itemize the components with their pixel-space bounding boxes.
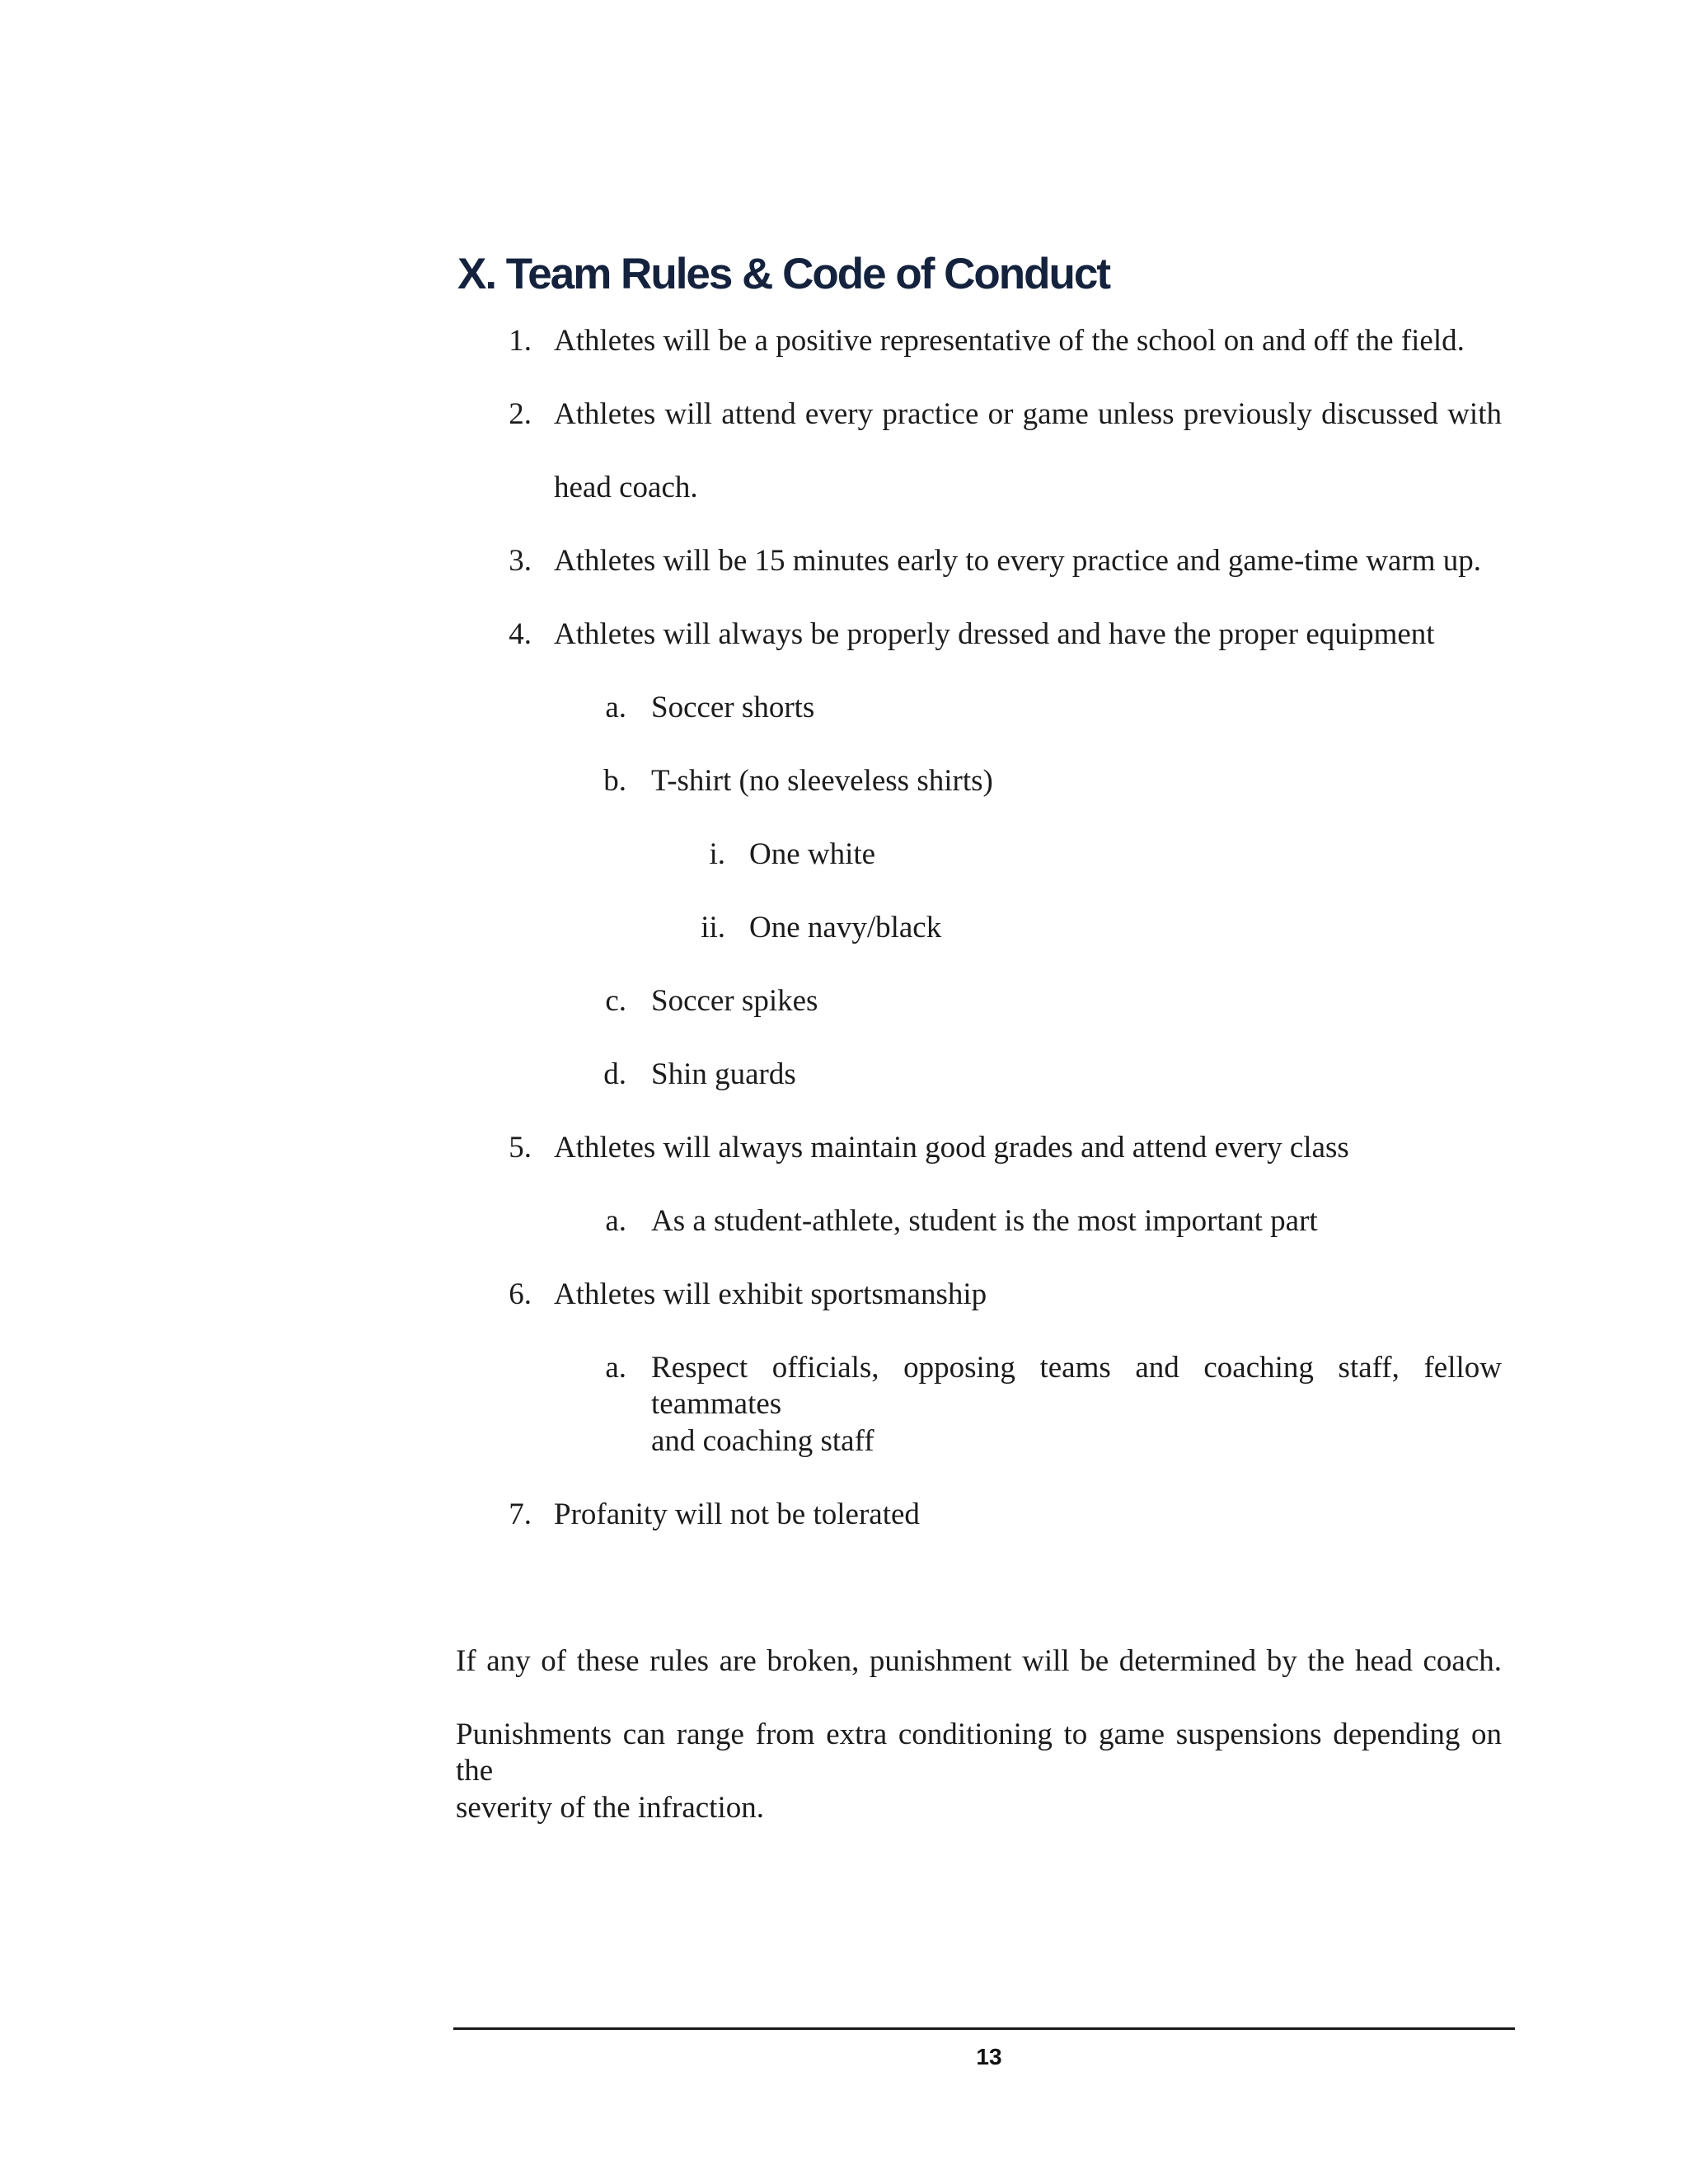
list-marker: 2. <box>509 397 532 431</box>
closing-paragraph-line: If any of these rules are broken, punishment will be determined by the head coach. <box>456 1644 1502 1678</box>
footer-rule <box>453 2027 1515 2030</box>
sub-list-marker: c. <box>605 984 626 1018</box>
closing-paragraph-line: Punishments can range from extra conditioning to game suspensions depending on the <box>456 1718 1502 1788</box>
list-marker: 7. <box>509 1497 532 1531</box>
list-item: Athletes will be 15 minutes early to every practice and game-time warm up. <box>554 544 1482 578</box>
sub-list-marker: d. <box>603 1057 626 1091</box>
sub-list-item: As a student-athlete, student is the most important part <box>651 1204 1318 1238</box>
sub-list-item: Soccer spikes <box>651 984 818 1018</box>
list-marker: 3. <box>509 544 532 578</box>
list-item: Athletes will exhibit sportsmanship <box>554 1277 987 1311</box>
sub-sub-list-item: One white <box>749 837 876 871</box>
sub-list-marker: a. <box>605 1351 626 1385</box>
list-item: Athletes will always maintain good grades and attend every class <box>554 1131 1349 1165</box>
list-marker: 4. <box>509 617 532 651</box>
sub-list-marker: a. <box>605 691 626 724</box>
sub-sub-list-marker: ii. <box>701 911 725 944</box>
sub-list-marker: b. <box>603 764 626 798</box>
list-item-continuation: head coach. <box>554 471 698 504</box>
list-item: Athletes will attend every practice or game unless previously discussed with <box>554 397 1502 431</box>
list-marker: 6. <box>509 1277 532 1311</box>
sub-list-item: Respect officials, opposing teams and coaching staff, fellow teammates <box>651 1351 1502 1421</box>
list-marker: 1. <box>509 324 532 358</box>
list-marker: 5. <box>509 1131 532 1165</box>
sub-list-item: Soccer shorts <box>651 691 815 724</box>
sub-list-marker: a. <box>605 1204 626 1238</box>
sub-list-item-continuation: and coaching staff <box>651 1424 874 1458</box>
closing-paragraph-line: severity of the infraction. <box>456 1791 764 1825</box>
list-item: Athletes will always be properly dressed and have the proper equipment <box>554 617 1435 651</box>
sub-list-item: T-shirt (no sleeveless shirts) <box>651 764 993 798</box>
list-item: Profanity will not be tolerated <box>554 1497 920 1531</box>
list-item: Athletes will be a positive representative of the school on and off the field. <box>554 324 1465 358</box>
sub-sub-list-item: One navy/black <box>749 911 942 944</box>
sub-sub-list-marker: i. <box>709 837 725 871</box>
sub-list-item: Shin guards <box>651 1057 796 1091</box>
page-title: X. Team Rules & Code of Conduct <box>457 250 1109 298</box>
page-number: 13 <box>976 2044 1002 2069</box>
